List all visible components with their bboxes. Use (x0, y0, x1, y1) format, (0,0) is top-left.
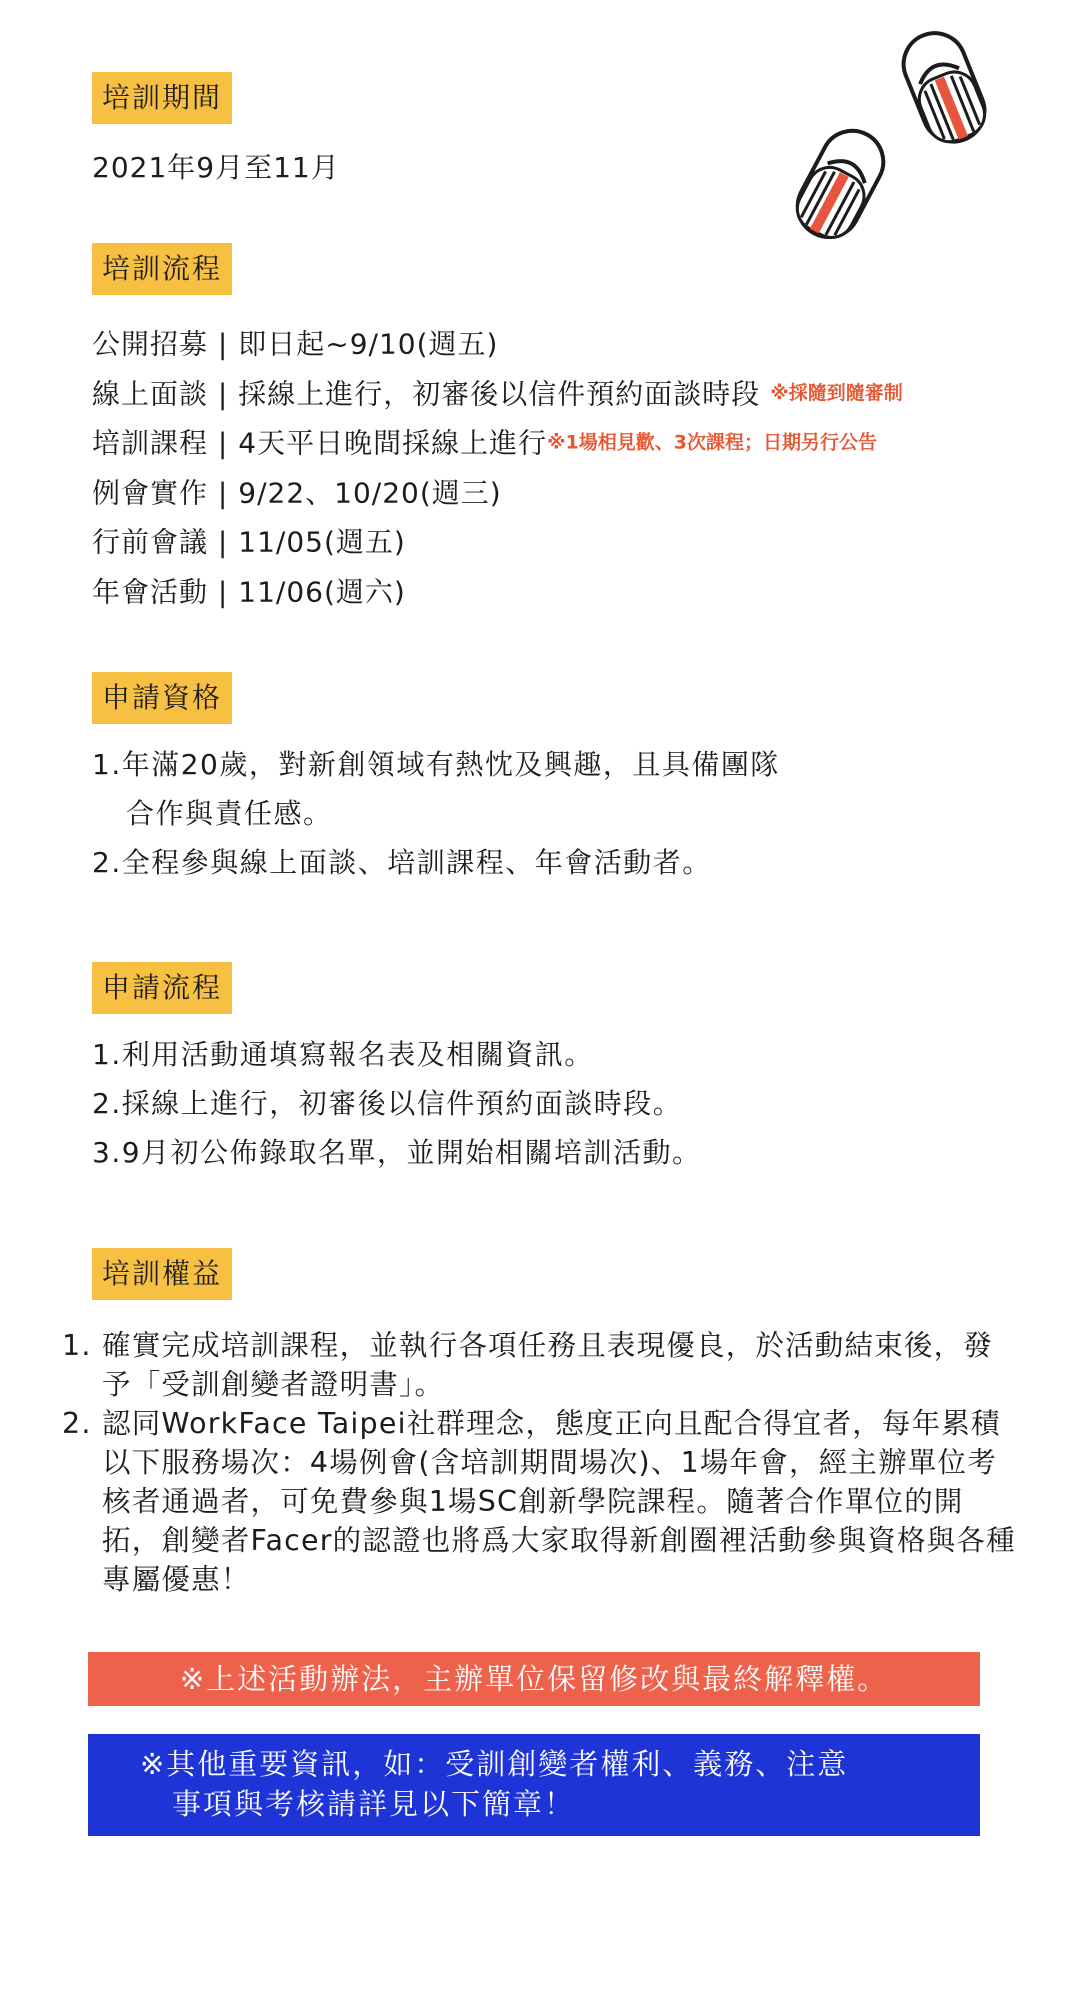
training-flow-row (92, 417, 903, 467)
flow-separator: | (208, 327, 239, 361)
training-flow-row (92, 467, 903, 517)
list-item: 2.全程參與線上面談、培訓課程、年會活動者。 (92, 846, 712, 879)
flow-step-detail: 9/22、10/20(週三) (238, 475, 502, 509)
flow-step-detail: 11/06(週六) (238, 574, 406, 608)
training-flow-row (92, 318, 903, 368)
list-number: 1. (62, 1329, 92, 1362)
training-flow-row (92, 566, 903, 616)
disclaimer-banner: ※上述活動辦法，主辦單位保留修改與最終解釋權。 (88, 1652, 980, 1706)
flow-separator: | (208, 525, 239, 559)
flow-separator: | (208, 376, 239, 410)
flow-separator: | (208, 426, 239, 460)
list-item: 1.利用活動通填寫報名表及相關資訊。 (92, 1038, 594, 1071)
list-item (62, 1404, 1022, 1599)
flow-separator: | (208, 574, 239, 608)
flow-step-detail: 採線上進行，初審後以信件預約面談時段 (238, 376, 761, 410)
info-banner (88, 1734, 980, 1836)
list-text: 確實完成培訓課程，並執行各項任務且表現優良，於活動結束後，發予「受訓創變者證明書」。 (102, 1329, 994, 1401)
training-period-value: 2021年9月至11月 (92, 151, 340, 184)
list-item: 3.9月初公佈錄取名單，並開始相關培訓活動。 (92, 1136, 702, 1169)
training-flow-tag: 培訓流程 (92, 243, 232, 295)
slipper-icon (892, 22, 1002, 147)
eligibility-tag: 申請資格 (92, 672, 232, 724)
training-flow-row (92, 516, 903, 566)
info-banner-line: 事項與考核請詳見以下簡章！ (172, 1787, 576, 1821)
list-item: 1.年滿20歲，對新創領域有熱忱及興趣，且具備團隊 (92, 748, 780, 781)
list-text: 認同WorkFace Taipei社群理念，態度正向且配合得宜者，每年累積以下服務場次：4場例會(含培訓期間場次)、1場年會，經主辦單位考核者通過者，可免費參與1場SC創新學院課程。隨著合作單位的開拓，創變者Facer的認證也將爲大家取得新創圈裡活動參與資格與各種專屬優惠！ (102, 1407, 1016, 1596)
flow-step-name: 線上面談 (92, 376, 209, 410)
training-flow-list (92, 318, 903, 615)
flow-step-name: 公開招募 (92, 327, 209, 361)
flow-step-note: ※採隨到隨審制 (770, 381, 903, 404)
list-item-continuation: 合作與責任感。 (126, 797, 333, 830)
benefits-list (62, 1326, 1022, 1599)
application-process-list (92, 1030, 702, 1177)
training-period-tag: 培訓期間 (92, 72, 232, 124)
slipper-icon (790, 122, 900, 247)
eligibility-list (92, 740, 780, 887)
benefits-tag: 培訓權益 (92, 1248, 232, 1300)
info-banner-line: ※其他重要資訊，如：受訓創變者權利、義務、注意 (140, 1747, 849, 1781)
list-item: 2.採線上進行，初審後以信件預約面談時段。 (92, 1087, 683, 1120)
training-flow-row (92, 368, 903, 418)
flow-step-detail: 即日起~9/10(週五) (238, 327, 499, 361)
flow-step-name: 例會實作 (92, 475, 209, 509)
application-process-tag: 申請流程 (92, 962, 232, 1014)
flow-step-name: 培訓課程 (92, 426, 209, 460)
list-number: 2. (62, 1407, 92, 1440)
flow-step-name: 年會活動 (92, 574, 209, 608)
flow-step-detail: 11/05(週五) (238, 525, 406, 559)
flow-separator: | (208, 475, 239, 509)
flow-step-name: 行前會議 (92, 525, 209, 559)
flow-step-detail: 4天平日晚間採線上進行 (238, 426, 548, 460)
flow-step-note: ※1場相見歡、3次課程；日期另行公告 (547, 431, 877, 454)
list-item (62, 1326, 1022, 1404)
